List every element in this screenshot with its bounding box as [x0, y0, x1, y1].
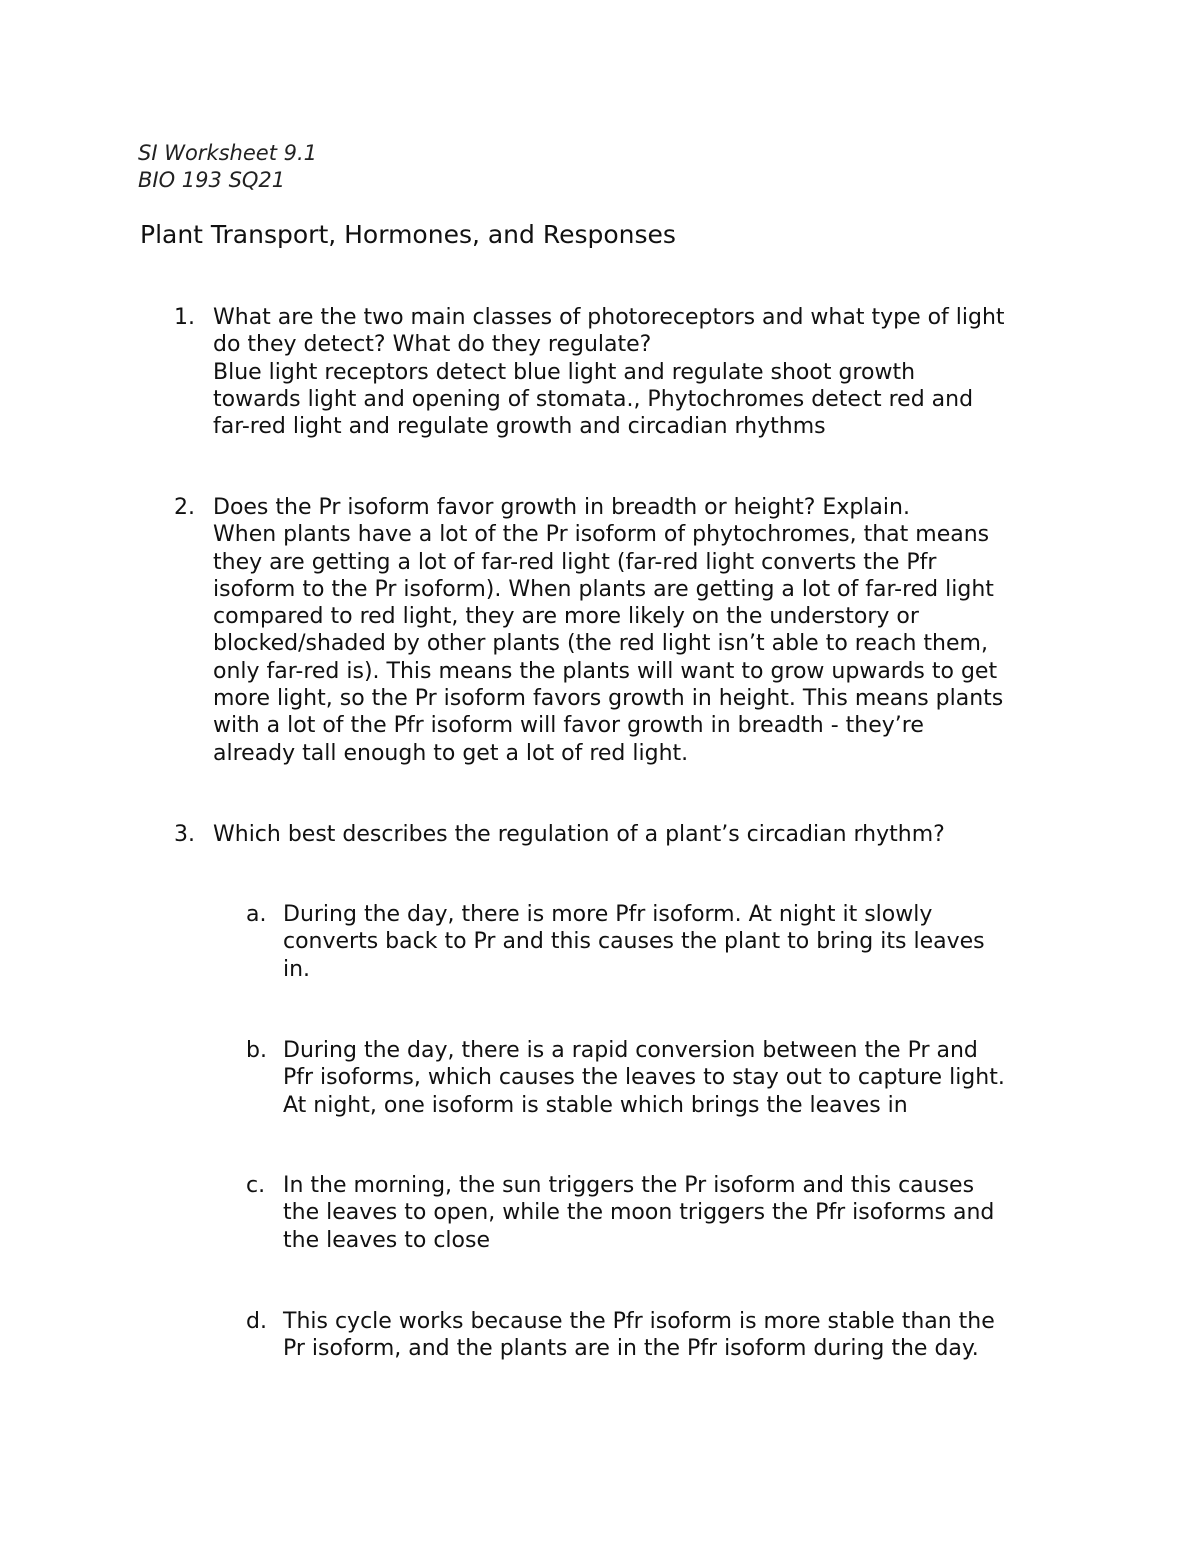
question-body — [213, 304, 1083, 440]
text-line: the leaves to open, while the moon triggers the Pfr isoforms and — [283, 1200, 995, 1226]
text-line: do they detect? What do they regulate? — [213, 332, 652, 358]
text-line: Does the Pr isoform favor growth in breadth or height? Explain. — [213, 495, 910, 520]
option-body — [283, 1037, 1073, 1119]
answer-line: more light, so the Pr isoform favors growth in height. This means plants — [213, 686, 1004, 712]
text-line: In the morning, the sun triggers the Pr isoform and this causes — [283, 1173, 975, 1198]
answer-line: compared to red light, they are more likely on the understory or — [213, 604, 919, 630]
option-body — [283, 1172, 1073, 1254]
text-line: converts back to Pr and this causes the plant to bring its leaves — [283, 929, 985, 955]
document-header — [138, 140, 317, 194]
answer-line: isoform to the Pr isoform). When plants are getting a lot of far-red light — [213, 576, 994, 602]
answer-line: Blue light receptors detect blue light and regulate shoot growth — [213, 359, 916, 385]
course-label: BIO 193 SQ21 — [138, 168, 286, 192]
answer-line: they are getting a lot of far-red light (far-red light converts the Pfr — [213, 549, 937, 575]
answer-line: with a lot of the Pfr isoform will favor growth in breadth - they’re — [213, 713, 924, 739]
question-number: 3. — [174, 822, 195, 847]
option-letter: b. — [246, 1038, 267, 1063]
text-line: Which best describes the regulation of a plant’s circadian rhythm? — [213, 822, 945, 847]
option-body — [283, 1308, 1073, 1363]
text-line: Pr isoform, and the plants are in the Pfr isoform during the day. — [283, 1336, 979, 1362]
option-letter: a. — [246, 902, 267, 927]
answer-line: far-red light and regulate growth and circadian rhythms — [213, 414, 826, 440]
page-title: Plant Transport, Hormones, and Responses — [140, 220, 676, 249]
option-body — [283, 901, 1073, 983]
answer-line: already tall enough to get a lot of red light. — [213, 740, 689, 766]
text-line: This cycle works because the Pfr isoform is more stable than the — [283, 1309, 995, 1334]
question-body — [213, 494, 1083, 767]
answer-line: only far-red is). This means the plants will want to grow upwards to get — [213, 658, 998, 684]
worksheet-label: SI Worksheet 9.1 — [138, 141, 318, 165]
text-line: What are the two main classes of photoreceptors and what type of light — [213, 305, 1005, 330]
question-number: 1. — [174, 305, 195, 330]
answer-line: towards light and opening of stomata., Phytochromes detect red and — [213, 386, 974, 412]
option-letter: c. — [246, 1173, 266, 1198]
answer-line: When plants have a lot of the Pr isoform of phytochromes, that means — [213, 522, 990, 548]
option-letter: d. — [246, 1309, 267, 1334]
question-number: 2. — [174, 495, 195, 520]
text-line: the leaves to close — [283, 1227, 490, 1253]
text-line: in. — [283, 956, 311, 982]
text-line: Pfr isoforms, which causes the leaves to stay out to capture light. — [283, 1065, 1005, 1091]
text-line: During the day, there is more Pfr isoform. At night it slowly — [283, 902, 933, 927]
text-line: At night, one isoform is stable which brings the leaves in — [283, 1092, 908, 1118]
answer-line: blocked/shaded by other plants (the red light isn’t able to reach them, — [213, 631, 988, 657]
question-body — [213, 821, 1083, 848]
text-line: During the day, there is a rapid conversion between the Pr and — [283, 1038, 978, 1063]
